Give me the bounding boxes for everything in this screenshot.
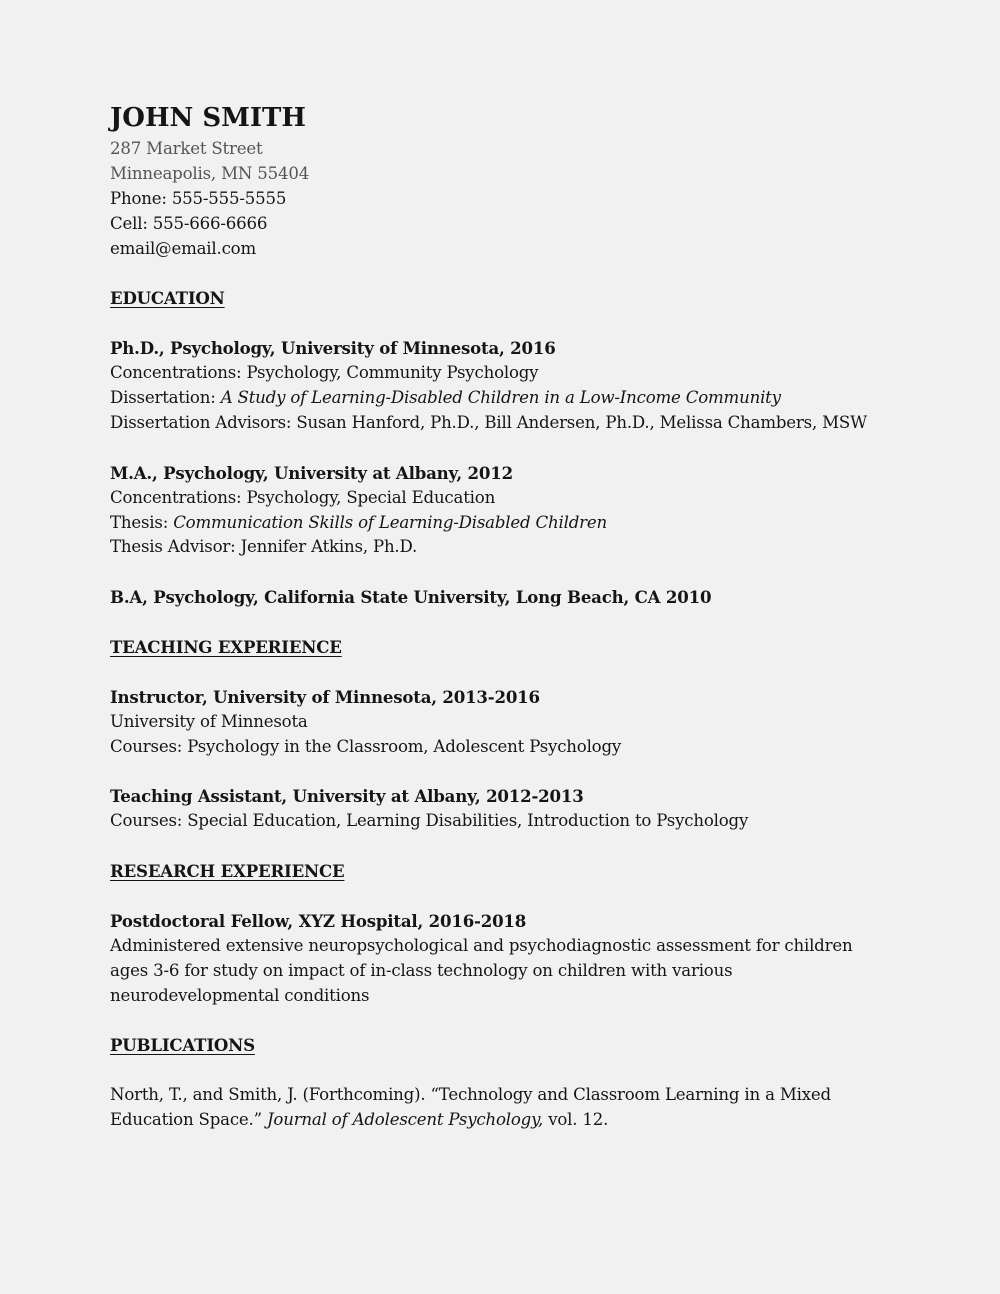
education-heading: EDUCATION	[110, 288, 225, 309]
postdoc-description-3: neurodevelopmental conditions	[110, 985, 370, 1005]
cell-number: Cell: 555-666-6666	[110, 213, 268, 233]
dissertation-title: A Study of Learning-Disabled Children in a Low-Income Community	[220, 388, 781, 408]
resume-content	[110, 100, 910, 1133]
address-city: Minneapolis, MN 55404	[110, 163, 310, 183]
ba-title: B.A, Psychology, California State University, Long Beach, CA 2010	[110, 587, 712, 608]
publication-title-end: Education Space.”	[110, 1110, 267, 1130]
instructor-courses: Courses: Psychology in the Classroom, Adolescent Psychology	[110, 736, 622, 756]
publication-line-1: North, T., and Smith, J. (Forthcoming). “Technology and Classroom Learning in a Mixed	[110, 1085, 831, 1105]
ma-title: M.A., Psychology, University at Albany, 2012	[110, 462, 513, 483]
phone-number: Phone: 555-555-5555	[110, 188, 287, 208]
dissertation-label: Dissertation:	[110, 388, 221, 408]
ma-advisor: Thesis Advisor: Jennifer Atkins, Ph.D.	[110, 537, 418, 557]
publication-journal: Journal of Adolescent Psychology,	[266, 1110, 544, 1130]
thesis-label: Thesis:	[110, 512, 174, 532]
publication-volume: vol. 12.	[543, 1110, 609, 1130]
publications-heading: PUBLICATIONS	[110, 1035, 255, 1056]
teaching-heading: TEACHING EXPERIENCE	[110, 637, 342, 658]
postdoc-description-1: Administered extensive neuropsychological and psychodiagnostic assessment for children	[110, 935, 853, 955]
ta-courses: Courses: Special Education, Learning Disabilities, Introduction to Psychology	[110, 811, 749, 831]
research-heading: RESEARCH EXPERIENCE	[110, 861, 345, 882]
ta-title: Teaching Assistant, University at Albany, 2012-2013	[110, 786, 584, 807]
phd-advisors: Dissertation Advisors: Susan Hanford, Ph.D., Bill Andersen, Ph.D., Melissa Chambers, MSW	[110, 412, 867, 432]
publication-line-2	[110, 1108, 910, 1133]
candidate-name: JOHN SMITH	[110, 103, 306, 133]
ma-concentrations: Concentrations: Psychology, Special Education	[110, 487, 496, 507]
thesis-title: Communication Skills of Learning-Disabled Children	[173, 512, 607, 532]
instructor-institution: University of Minnesota	[110, 711, 308, 731]
phd-concentrations: Concentrations: Psychology, Community Psychology	[110, 363, 539, 383]
postdoc-title: Postdoctoral Fellow, XYZ Hospital, 2016-2018	[110, 910, 527, 931]
email-address: email@email.com	[110, 238, 257, 258]
instructor-title: Instructor, University of Minnesota, 2013-2016	[110, 686, 540, 707]
address-street: 287 Market Street	[110, 139, 263, 158]
postdoc-description-2: ages 3-6 for study on impact of in-class technology on children with various	[110, 960, 733, 980]
ma-thesis	[110, 511, 910, 536]
phd-title: Ph.D., Psychology, University of Minnesota, 2016	[110, 338, 556, 359]
phd-dissertation	[110, 386, 910, 411]
